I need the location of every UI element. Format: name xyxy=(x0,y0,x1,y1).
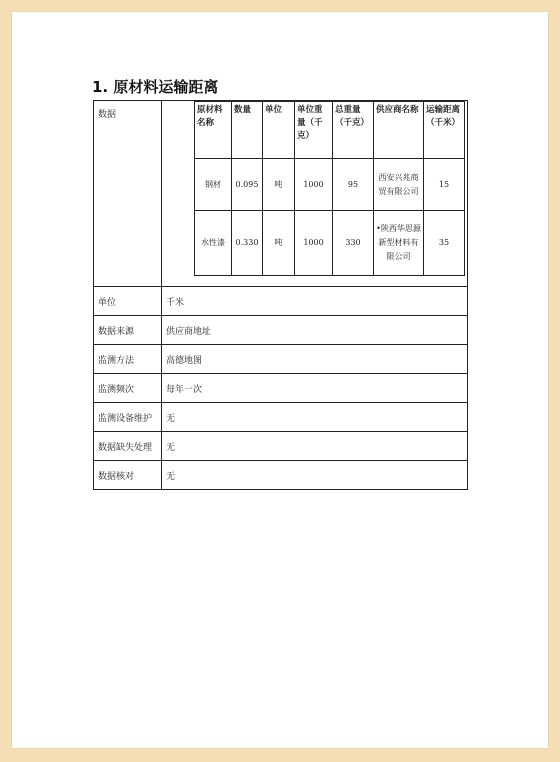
field-label: 监测方法 xyxy=(94,345,162,374)
cell-unit-weight: 1000 xyxy=(295,159,333,211)
field-value: 高德地图 xyxy=(162,345,468,374)
table-row xyxy=(195,159,465,211)
field-row-maintenance xyxy=(94,403,468,432)
field-value: 每年一次 xyxy=(162,374,468,403)
cell-total-weight: 95 xyxy=(333,159,374,211)
cell-unit: 吨 xyxy=(263,159,295,211)
field-label: 数据来源 xyxy=(94,316,162,345)
cell-quantity: 0.330 xyxy=(232,211,263,276)
header-distance: 运输距离（千米） xyxy=(424,102,465,159)
cell-supplier: 西安兴兆商贸有限公司 xyxy=(374,159,424,211)
field-label: 数据核对 xyxy=(94,461,162,490)
cell-unit-weight: 1000 xyxy=(295,211,333,276)
cell-supplier: •陕西华思源新型材料有限公司 xyxy=(374,211,424,276)
field-row-method xyxy=(94,345,468,374)
cell-material: 水性漆 xyxy=(195,211,232,276)
document-page xyxy=(12,12,548,748)
field-value: 无 xyxy=(162,461,468,490)
table-row xyxy=(195,211,465,276)
field-row-verification xyxy=(94,461,468,490)
field-row-frequency xyxy=(94,374,468,403)
field-label: 单位 xyxy=(94,287,162,316)
header-quantity: 数量 xyxy=(232,102,263,159)
header-unit: 单位 xyxy=(263,102,295,159)
cell-quantity: 0.095 xyxy=(232,159,263,211)
data-label: 数据 xyxy=(94,101,162,287)
field-row-unit xyxy=(94,287,468,316)
cell-total-weight: 330 xyxy=(333,211,374,276)
field-value: 供应商地址 xyxy=(162,316,468,345)
inner-header-row xyxy=(195,102,465,159)
field-label: 数据缺失处理 xyxy=(94,432,162,461)
header-total-weight: 总重量（千克） xyxy=(333,102,374,159)
header-material: 原材料名称 xyxy=(195,102,232,159)
cell-distance: 35 xyxy=(424,211,465,276)
header-supplier: 供应商名称 xyxy=(374,102,424,159)
raw-material-table xyxy=(194,101,465,276)
inner-table-cell xyxy=(162,101,468,287)
field-row-source xyxy=(94,316,468,345)
field-label: 监测频次 xyxy=(94,374,162,403)
section-title: 1. 原材料运输距离 xyxy=(92,78,219,96)
data-table xyxy=(93,100,468,490)
field-value: 无 xyxy=(162,432,468,461)
header-unit-weight: 单位重量（千克） xyxy=(295,102,333,159)
cell-unit: 吨 xyxy=(263,211,295,276)
cell-material: 钢材 xyxy=(195,159,232,211)
field-value: 无 xyxy=(162,403,468,432)
data-row xyxy=(94,101,468,287)
cell-distance: 15 xyxy=(424,159,465,211)
field-label: 监测设备维护 xyxy=(94,403,162,432)
field-row-missing xyxy=(94,432,468,461)
field-value: 千米 xyxy=(162,287,468,316)
